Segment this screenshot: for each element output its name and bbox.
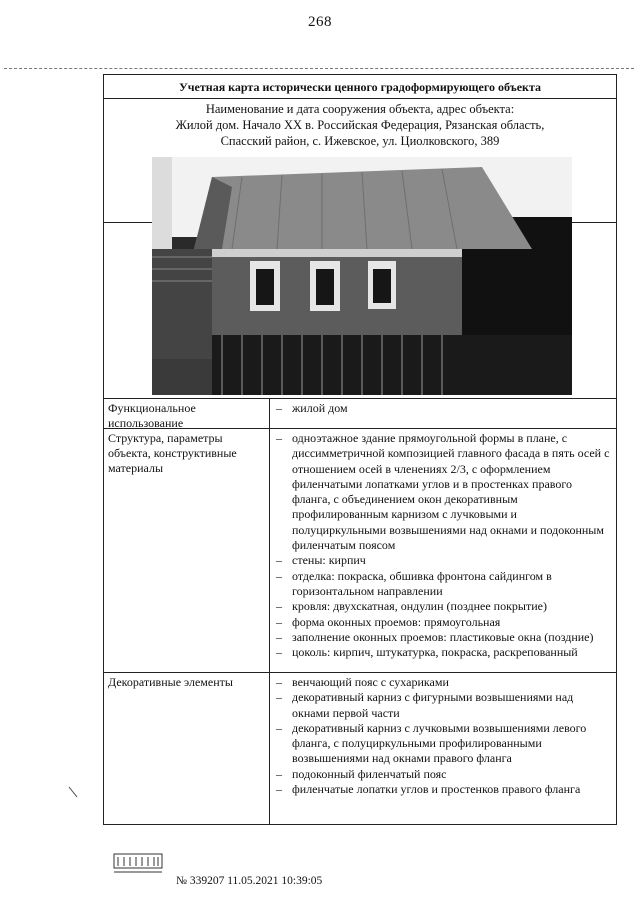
row-content — [270, 429, 616, 672]
stamp-logo-icon — [112, 852, 164, 876]
list-item: – цоколь: кирпич, штукатурка, покраска, раскрепованный — [276, 645, 578, 660]
card-title-row — [104, 75, 616, 99]
row-content — [270, 399, 616, 428]
list-item: – одноэтажное здание прямоугольной формы в плане, с диссимметричной композицией главного фасада в пять осей с отношением осей в членениях 2/3, с оформлением филенчатыми лопатками углов и в простенках правого фланга, с объединением окон декоративным профилированным карнизом с лучковыми и полуциркульными возвышениями над окнами и подоконным филенчатым поясом — [276, 431, 610, 553]
list-item: – форма оконных проемов: прямоугольная — [276, 614, 501, 629]
document-id: № 339207 11.05.2021 10:39:05 — [176, 875, 323, 887]
row-label: Функциональное использование — [104, 399, 270, 428]
list-item: – декоративный карниз с лучковыми возвышениями левого фланга, с полуциркульными профилированными возвышениями над окнами правого фланга — [276, 720, 587, 766]
separator-line — [4, 68, 634, 69]
list-item: – венчающий пояс с сухариками — [276, 675, 449, 689]
object-name-line: Жилой дом. Начало XX в. Российская Федерация, Рязанская область, — [175, 118, 545, 132]
row-content — [270, 673, 616, 824]
table-row — [104, 429, 616, 673]
row-label: Структура, параметры объекта, конструктивные материалы — [104, 429, 270, 672]
table-row — [104, 399, 616, 429]
list-item: – филенчатые лопатки углов и простенков правого фланга — [276, 782, 581, 797]
object-name-line: Наименование и дата сооружения объекта, адрес объекта: — [205, 102, 515, 116]
list-item: – декоративный карниз с фигурными возвышениями над окнами первой части — [276, 690, 574, 720]
object-address-line: Спасский район, с. Ижевское, ул. Циолковского, 389 — [220, 134, 500, 148]
list-item: – стены: кирпич — [276, 553, 366, 568]
list-item: – отделка: покраска, обшивка фронтона сайдингом в горизонтальном направлении — [276, 568, 552, 598]
row-label: Декоративные элементы — [104, 673, 270, 824]
list-item: – жилой дом — [276, 401, 348, 415]
page-number: 268 — [308, 14, 332, 30]
list-item: – кровля: двухскатная, ондулин (позднее покрытие) — [276, 599, 547, 614]
list-item: – подоконный филенчатый пояс — [276, 766, 447, 781]
object-name-block — [104, 99, 616, 149]
registration-card — [103, 74, 617, 825]
card-title: Учетная карта исторически ценного градоформирующего объекта — [178, 80, 541, 94]
house-photo — [152, 157, 572, 395]
table-row — [104, 673, 616, 824]
list-item: – заполнение оконных проемов: пластиковые окна (поздние) — [276, 629, 594, 644]
scan-mark-icon — [68, 786, 78, 798]
